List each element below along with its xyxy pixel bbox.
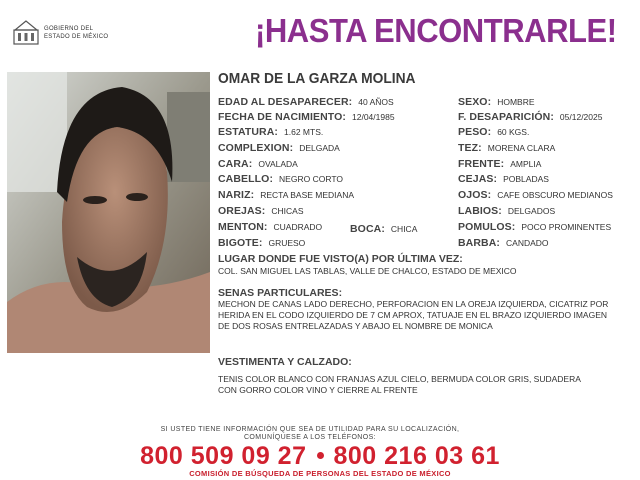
last-seen-value: COL. SAN MIGUEL LAS TABLAS, VALLE DE CHALCO, ESTADO DE MEXICO [218,266,517,276]
field-value: CANDADO [506,238,549,248]
info-line1: SI USTED TIENE INFORMACIÓN QUE SEA DE UTILIDAD PARA SU LOCALIZACIÓN, [160,426,460,433]
field-menton [218,220,322,233]
field-label: OJOS: [458,189,492,201]
field-sexo [458,95,535,108]
field-label: CABELLO: [218,173,274,185]
field-complexion [218,141,340,154]
field-label: FECHA DE NACIMIENTO: [218,111,346,123]
field-tez [458,141,555,154]
field-edad [218,95,394,108]
info-line2: COMUNÍQUESE A LOS TELÉFONOS: [243,434,377,441]
field-value: CHICAS [271,206,304,216]
clothing-label: VESTIMENTA Y CALZADO: [218,356,352,368]
clothing-value: TENIS COLOR BLANCO CON FRANJAS AZUL CIELO, BERMUDA COLOR GRIS, SUDADERA CON GORRO COLOR VINO Y CIERRE AL FRENTE [218,374,581,396]
field-label: CARA: [218,158,253,170]
field-value: OVALADA [258,159,298,169]
field-label: ESTATURA: [218,126,279,138]
field-label: F. DESAPARICIÓN: [458,111,554,123]
portrait-image [7,72,210,353]
field-estatura [218,125,323,138]
field-label: BARBA: [458,237,501,249]
commission-name: COMISIÓN DE BÚSQUEDA DE PERSONAS DEL ESTADO DE MÉXICO [189,469,451,478]
government-logo [12,20,122,50]
last-seen-label: LUGAR DONDE FUE VISTO(A) POR ÚLTIMA VEZ: [218,253,463,265]
field-value: 60 KGS. [497,127,530,137]
field-barba [458,236,549,249]
field-peso [458,125,529,138]
field-label: FRENTE: [458,158,505,170]
field-value: MORENA CLARA [487,143,556,153]
field-label: BOCA: [350,223,385,235]
headline: ¡HASTA ENCONTRARLE! [255,12,617,49]
field-nariz [218,188,354,201]
field-value: CHICA [390,224,418,234]
field-label: TEZ: [458,142,482,154]
field-fecha-desaparicion [458,110,602,123]
state-seal-icon [12,20,40,46]
field-value: 05/12/2025 [559,112,603,122]
field-value: RECTA BASE MEDIANA [260,190,355,200]
field-labios [458,204,555,217]
person-name: OMAR DE LA GARZA MOLINA [218,70,416,87]
field-value: POCO PROMINENTES [521,222,612,232]
field-label: POMULOS: [458,221,516,233]
field-label: LABIOS: [458,205,502,217]
field-boca [350,222,417,235]
field-value: AMPLIA [510,159,542,169]
field-label: NARIZ: [218,189,255,201]
field-pomulos [458,220,611,233]
bullet-icon [317,452,324,459]
field-label: OREJAS: [218,205,266,217]
field-value: DELGADOS [507,206,556,216]
field-fecha-nacimiento [218,110,395,123]
field-frente [458,157,541,170]
field-label: MENTON: [218,221,268,233]
phone-2[interactable]: 800 216 03 61 [333,442,500,470]
info-text [150,426,470,442]
field-value: DELGADA [299,143,340,153]
field-label: BIGOTE: [218,237,263,249]
marks-value: MECHON DE CANAS LADO DERECHO, PERFORACION EN LA OREJA IZQUIERDA, CICATRIZ POR HERIDA EN EL CODO IZQUIERDO DE 7 CM APROX, TATUAJE EN EL BRAZO IZQUIERDO IMAGEN DE DOS ROSAS ENTRELAZADAS Y ABAJO EL NOMBRE DE MONICA [218,299,609,332]
field-value: POBLADAS [503,174,549,184]
field-value: CUADRADO [273,222,323,232]
field-label: SEXO: [458,96,492,108]
field-ojos [458,188,613,201]
field-label: PESO: [458,126,492,138]
gov-line2: ESTADO DE MÉXICO [44,34,109,40]
field-cejas [458,172,549,185]
marks-label: SENAS PARTICULARES: [218,287,343,299]
field-cara [218,157,298,170]
field-value: GRUESO [268,238,306,248]
field-value: 12/04/1985 [352,112,395,122]
gov-line1: GOBIERNO DEL [44,26,94,32]
field-value: 40 AÑOS [358,97,394,107]
field-value: CAFE OBSCURO MEDIANOS [497,190,613,200]
field-cabello [218,172,343,185]
field-label: CEJAS: [458,173,498,185]
phone-numbers [110,442,530,471]
field-value: 1.62 MTS. [284,127,324,137]
phone-1[interactable]: 800 509 09 27 [140,442,307,470]
field-bigote [218,236,305,249]
field-label: EDAD AL DESAPARECER: [218,96,353,108]
field-value: HOMBRE [497,97,535,107]
missing-person-photo [7,72,210,353]
field-value: NEGRO CORTO [279,174,343,184]
field-orejas [218,204,304,217]
field-label: COMPLEXION: [218,142,294,154]
